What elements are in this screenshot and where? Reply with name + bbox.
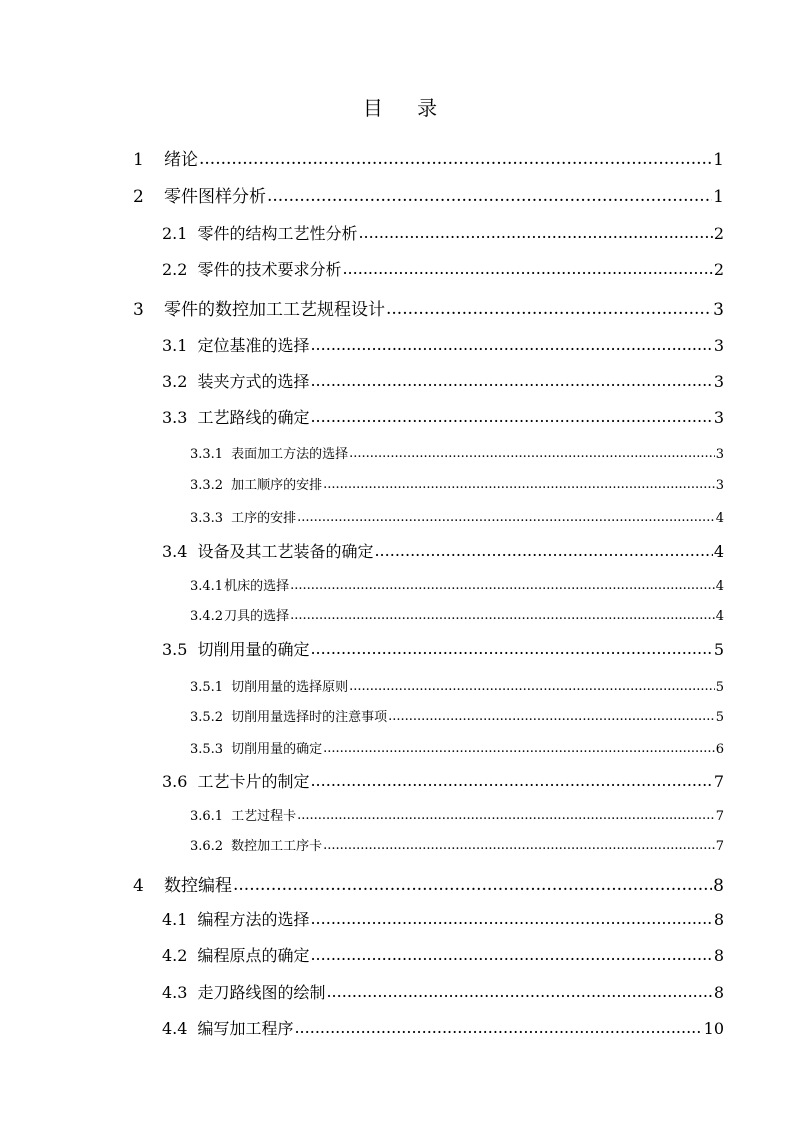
toc-dot-leader: [358, 223, 712, 242]
toc-entry[interactable]: [190, 575, 724, 592]
toc-entry-title: 定位基准的选择: [197, 336, 310, 355]
toc-entry[interactable]: [133, 295, 724, 320]
toc-entry-title: 编程原点的确定: [197, 946, 310, 965]
toc-entry-page-number: 3: [713, 300, 724, 320]
toc-dot-leader: [323, 741, 715, 756]
toc-entry-page-number: 3: [715, 447, 724, 462]
toc-entry-title: 零件的结构工艺性分析: [197, 224, 358, 243]
toc-entry-number: 3.3: [162, 408, 188, 427]
toc-dot-leader: [294, 1018, 702, 1037]
page-title: 目 录: [362, 96, 452, 120]
toc-entry[interactable]: [162, 539, 724, 560]
toc-entry-number: 2: [133, 187, 144, 207]
toc-entry[interactable]: [190, 738, 724, 755]
toc-entry-page-number: 6: [715, 742, 724, 757]
toc-entry-title: 工序的安排: [231, 511, 297, 526]
toc-entry[interactable]: [162, 769, 724, 790]
toc-entry-title: 编写加工程序: [197, 1019, 294, 1038]
toc-entry-title: 切削用量选择时的注意事项: [231, 710, 388, 725]
toc-entry-title: 零件的技术要求分析: [197, 260, 342, 279]
toc-entry-number: 3.6.1: [190, 809, 224, 824]
toc-entry[interactable]: [133, 145, 724, 170]
toc-entry-number: 1: [133, 150, 144, 170]
toc-dot-leader: [310, 335, 712, 354]
toc-entry-title: 绪论: [164, 150, 198, 170]
toc-entry-page-number: 4: [715, 609, 724, 624]
toc-entry[interactable]: [162, 257, 724, 278]
toc-entry[interactable]: [162, 943, 724, 964]
toc-entry[interactable]: [190, 443, 724, 460]
toc-dot-leader: [297, 510, 715, 525]
toc-entry-number: 3.4: [162, 542, 188, 561]
toc-entry-number: 4: [133, 876, 144, 896]
toc-entry-number: 2.2: [162, 260, 188, 279]
toc-dot-leader: [310, 639, 712, 658]
toc-dot-leader: [326, 982, 712, 1001]
toc-entry-number: 3.5.1: [190, 680, 224, 695]
toc-entry[interactable]: [162, 980, 724, 1001]
toc-entry-page-number: 10: [703, 1019, 724, 1038]
toc-entry-title: 工艺卡片的制定: [197, 772, 310, 791]
toc-entry-title: 数控加工工序卡: [231, 839, 323, 854]
toc-entry-page-number: 5: [713, 640, 724, 659]
toc-entry-title: 加工顺序的安排: [231, 478, 323, 493]
toc-entry-number: 3.2: [162, 372, 188, 391]
toc-dot-leader: [199, 149, 712, 169]
toc-dot-leader: [310, 909, 712, 928]
toc-entry-number: 3.1: [162, 336, 188, 355]
toc-dot-leader: [267, 186, 712, 206]
toc-entry[interactable]: [190, 835, 724, 852]
toc-entry-title: 表面加工方法的选择: [231, 447, 349, 462]
toc-entry-title: 切削用量的选择原则: [231, 680, 349, 695]
toc-entry-number: 3.4.2: [190, 609, 224, 624]
toc-entry-title: 刀具的选择: [224, 609, 290, 624]
toc-entry-title: 零件图样分析: [164, 187, 266, 207]
toc-entry-page-number: 8: [713, 983, 724, 1002]
toc-entry-number: 4.1: [162, 910, 188, 929]
toc-entry[interactable]: [190, 805, 724, 822]
toc-entry-title: 零件的数控加工工艺规程设计: [164, 300, 385, 320]
toc-dot-leader: [297, 808, 715, 823]
toc-dot-leader: [374, 541, 712, 560]
toc-entry-title: 走刀路线图的绘制: [197, 983, 326, 1002]
toc-entry-page-number: 4: [715, 579, 724, 594]
toc-entry-title: 切削用量的确定: [197, 640, 310, 659]
toc-entry[interactable]: [162, 333, 724, 354]
toc-entry-number: 3.6: [162, 772, 188, 791]
toc-entry-title: 编程方法的选择: [197, 910, 310, 929]
toc-entry-page-number: 1: [713, 150, 724, 170]
toc-entry[interactable]: [162, 637, 724, 658]
toc-dot-leader: [349, 446, 715, 461]
toc-entry-title: 机床的选择: [224, 579, 290, 594]
toc-entry-page-number: 3: [713, 372, 724, 391]
toc-entry-page-number: 3: [713, 336, 724, 355]
toc-entry[interactable]: [162, 369, 724, 390]
toc-entry-title: 设备及其工艺装备的确定: [197, 542, 374, 561]
toc-entry-number: 3.3.3: [190, 511, 224, 526]
toc-entry-number: 3.4.1: [190, 579, 224, 594]
toc-entry-number: 3.3.2: [190, 478, 224, 493]
toc-entry-page-number: 4: [713, 542, 724, 561]
toc-entry-number: 3: [133, 300, 144, 320]
toc-entry-title: 装夹方式的选择: [197, 372, 310, 391]
toc-entry-number: 4.2: [162, 946, 188, 965]
toc-entry-page-number: 3: [715, 478, 724, 493]
toc-dot-leader: [323, 477, 715, 492]
toc-entry-page-number: 4: [715, 511, 724, 526]
toc-entry[interactable]: [162, 221, 724, 242]
toc-entry-page-number: 5: [715, 680, 724, 695]
toc-entry-page-number: 3: [713, 408, 724, 427]
toc-entry-page-number: 5: [715, 710, 724, 725]
toc-entry-title: 切削用量的确定: [231, 742, 323, 757]
toc-dot-leader: [342, 259, 712, 278]
toc-entry-title: 工艺路线的确定: [197, 408, 310, 427]
toc-entry-number: 3.3.1: [190, 447, 224, 462]
toc-dot-leader: [388, 709, 715, 724]
toc-entry-number: 3.5.3: [190, 742, 224, 757]
toc-entry-number: 3.6.2: [190, 839, 224, 854]
toc-entry-page-number: 7: [715, 809, 724, 824]
toc-entry[interactable]: [162, 405, 724, 426]
toc-entry[interactable]: [190, 507, 724, 524]
toc-entry-page-number: 7: [713, 772, 724, 791]
toc-entry-title: 工艺过程卡: [231, 809, 297, 824]
toc-entry[interactable]: [190, 676, 724, 693]
toc-dot-leader: [290, 608, 715, 623]
toc-entry[interactable]: [190, 474, 724, 491]
toc-dot-leader: [349, 679, 715, 694]
toc-dot-leader: [233, 875, 712, 895]
toc-entry-page-number: 2: [713, 260, 724, 279]
toc-entry[interactable]: [190, 605, 724, 622]
toc-entry[interactable]: [162, 1016, 724, 1037]
toc-dot-leader: [310, 945, 712, 964]
toc-entry-title: 数控编程: [164, 876, 232, 896]
toc-dot-leader: [310, 407, 712, 426]
toc-entry-number: 2.1: [162, 224, 188, 243]
toc-entry-page-number: 1: [713, 187, 724, 207]
toc-entry[interactable]: [133, 871, 724, 896]
toc-entry[interactable]: [133, 182, 724, 207]
toc-dot-leader: [310, 771, 712, 790]
toc-dot-leader: [386, 299, 712, 319]
toc-dot-leader: [323, 838, 715, 853]
toc-entry-page-number: 8: [713, 946, 724, 965]
toc-entry-page-number: 8: [713, 910, 724, 929]
toc-entry[interactable]: [162, 907, 724, 928]
toc-entry-page-number: 8: [713, 876, 724, 896]
toc-entry-number: 4.4: [162, 1019, 188, 1038]
toc-dot-leader: [290, 578, 715, 593]
toc-entry-number: 3.5.2: [190, 710, 224, 725]
toc-entry-page-number: 7: [715, 839, 724, 854]
toc-entry-number: 4.3: [162, 983, 188, 1002]
toc-entry-number: 3.5: [162, 640, 188, 659]
toc-dot-leader: [310, 371, 712, 390]
toc-entry[interactable]: [190, 706, 724, 723]
toc-entry-page-number: 2: [713, 224, 724, 243]
